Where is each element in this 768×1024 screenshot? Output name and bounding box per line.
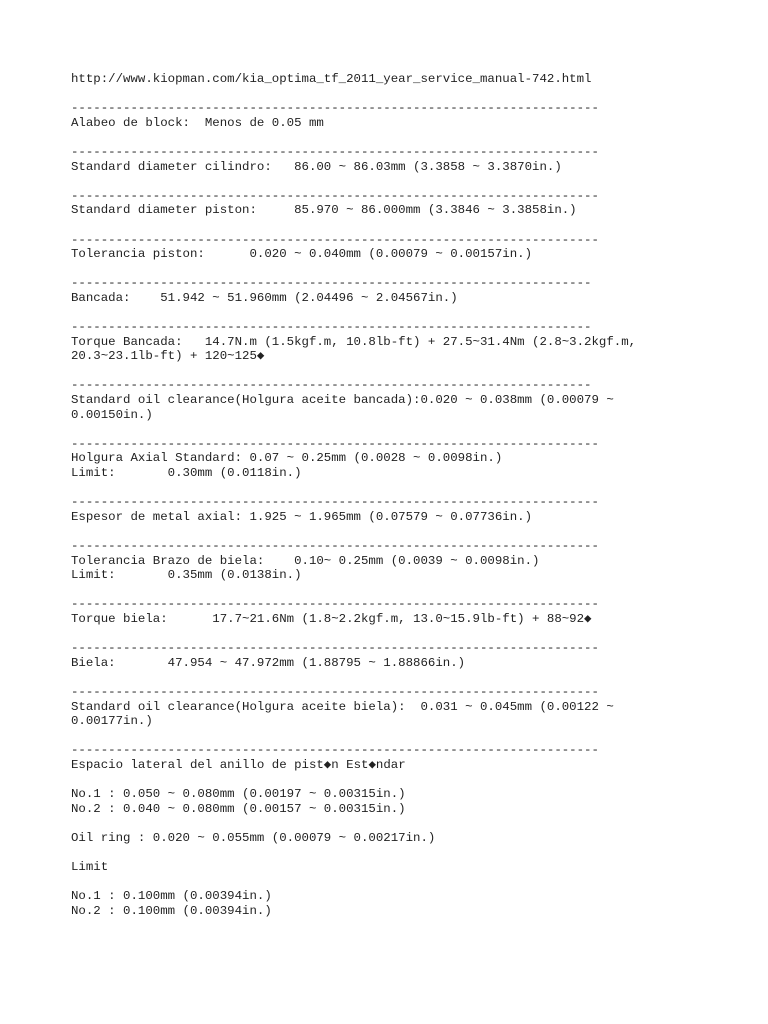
section-rod-torque bbox=[71, 597, 731, 626]
source-url: http://www.kiopman.com/kia_optima_tf_2011_year_service_manual-742.html bbox=[71, 72, 592, 86]
spacer bbox=[71, 816, 731, 831]
spec-line: 0.00150in.) bbox=[71, 407, 153, 422]
spec-line: Limit: 0.35mm (0.0138in.) bbox=[71, 568, 302, 583]
spacer bbox=[71, 670, 731, 685]
section-axial-clearance bbox=[71, 437, 731, 481]
spec-line: Biela: 47.954 ~ 47.972mm (1.88795 ~ 1.88866in.) bbox=[71, 655, 466, 670]
spacer bbox=[71, 218, 731, 233]
ring-spec-line: No.2 : 0.040 ~ 0.080mm (0.00157 ~ 0.00315in.) bbox=[71, 801, 406, 816]
section-cylinder-diameter bbox=[71, 145, 731, 174]
separator: ----------------------------------------------------------------------- bbox=[71, 743, 599, 758]
spacer bbox=[71, 130, 731, 145]
spacer bbox=[71, 174, 731, 189]
spacer bbox=[71, 524, 731, 539]
spacer bbox=[71, 262, 731, 277]
spec-line: Standard diameter cilindro: 86.00 ~ 86.03mm (3.3858 ~ 3.3870in.) bbox=[71, 159, 562, 174]
section-connecting-rod-tolerance bbox=[71, 539, 731, 583]
section-ring-side-clearance bbox=[71, 743, 731, 918]
spacer bbox=[71, 306, 731, 321]
spacer bbox=[71, 627, 731, 642]
section-main-oil-clearance bbox=[71, 378, 731, 422]
separator: ----------------------------------------------------------------------- bbox=[71, 495, 599, 510]
spec-line: Standard oil clearance(Holgura aceite biela): 0.031 ~ 0.045mm (0.00122 ~ bbox=[71, 699, 614, 714]
section-piston-diameter bbox=[71, 189, 731, 218]
ring-spec-line: No.1 : 0.050 ~ 0.080mm (0.00197 ~ 0.00315in.) bbox=[71, 787, 406, 802]
spec-line: Torque Bancada: 14.7N.m (1.5kgf.m, 10.8lb-ft) + 27.5~31.4Nm (2.8~3.2kgf.m, bbox=[71, 334, 637, 349]
separator: ---------------------------------------------------------------------- bbox=[71, 378, 592, 393]
spacer bbox=[71, 87, 731, 102]
section-main-journal bbox=[71, 276, 731, 305]
section-main-bearing-torque bbox=[71, 320, 731, 364]
spacer bbox=[71, 875, 731, 890]
section-rod-oil-clearance bbox=[71, 685, 731, 729]
separator: ----------------------------------------------------------------------- bbox=[71, 539, 599, 553]
spacer bbox=[71, 845, 731, 860]
separator: ----------------------------------------------------------------------- bbox=[71, 232, 599, 247]
limit-ring-spec-line: No.2 : 0.100mm (0.00394in.) bbox=[71, 903, 272, 918]
spec-line: Holgura Axial Standard: 0.07 ~ 0.25mm (0.0028 ~ 0.0098in.) bbox=[71, 451, 503, 466]
separator: ----------------------------------------------------------------------- bbox=[71, 188, 599, 203]
spacer bbox=[71, 583, 731, 598]
separator: ----------------------------------------------------------------------- bbox=[71, 641, 599, 656]
spec-line: Limit: 0.30mm (0.0118in.) bbox=[71, 466, 302, 481]
separator: ---------------------------------------------------------------------- bbox=[71, 276, 592, 291]
oil-ring-spec-line: Oil ring : 0.020 ~ 0.055mm (0.00079 ~ 0.00217in.) bbox=[71, 830, 436, 845]
separator: ---------------------------------------------------------------------- bbox=[71, 320, 592, 335]
spacer bbox=[71, 364, 731, 379]
section-title: Espacio lateral del anillo de pist◆n Est◆ndar bbox=[71, 757, 406, 772]
document-body bbox=[71, 72, 731, 918]
separator: ----------------------------------------------------------------------- bbox=[71, 597, 599, 612]
section-rod-journal bbox=[71, 641, 731, 670]
section-thrust-bearing-thickness bbox=[71, 495, 731, 524]
spec-line: Alabeo de block: Menos de 0.05 mm bbox=[71, 115, 324, 130]
spec-line: Torque biela: 17.7~21.6Nm (1.8~2.2kgf.m, 13.0~15.9lb-ft) + 88~92◆ bbox=[71, 611, 592, 626]
spec-line: Tolerancia Brazo de biela: 0.10~ 0.25mm (0.0039 ~ 0.0098in.) bbox=[71, 553, 540, 568]
separator: ----------------------------------------------------------------------- bbox=[71, 144, 599, 159]
spec-line: 0.00177in.) bbox=[71, 714, 153, 729]
separator: ----------------------------------------------------------------------- bbox=[71, 101, 599, 116]
separator: ----------------------------------------------------------------------- bbox=[71, 684, 599, 699]
separator: ----------------------------------------------------------------------- bbox=[71, 436, 599, 451]
limit-label: Limit bbox=[71, 860, 109, 875]
spec-line: Tolerancia piston: 0.020 ~ 0.040mm (0.00079 ~ 0.00157in.) bbox=[71, 247, 533, 262]
spacer bbox=[71, 422, 731, 437]
spec-line: Standard diameter piston: 85.970 ~ 86.000mm (3.3846 ~ 3.3858in.) bbox=[71, 203, 577, 218]
limit-ring-spec-line: No.1 : 0.100mm (0.00394in.) bbox=[71, 889, 272, 904]
spacer bbox=[71, 773, 731, 788]
spacer bbox=[71, 729, 731, 744]
spec-line: Espesor de metal axial: 1.925 ~ 1.965mm (0.07579 ~ 0.07736in.) bbox=[71, 509, 533, 524]
spacer bbox=[71, 481, 731, 496]
section-piston-tolerance bbox=[71, 233, 731, 262]
section-block-warpage bbox=[71, 101, 731, 130]
spec-line: Standard oil clearance(Holgura aceite bancada):0.020 ~ 0.038mm (0.00079 ~ bbox=[71, 393, 614, 408]
spec-line: 20.3~23.1lb-ft) + 120~125◆ bbox=[71, 349, 265, 364]
spec-line: Bancada: 51.942 ~ 51.960mm (2.04496 ~ 2.04567in.) bbox=[71, 290, 458, 305]
